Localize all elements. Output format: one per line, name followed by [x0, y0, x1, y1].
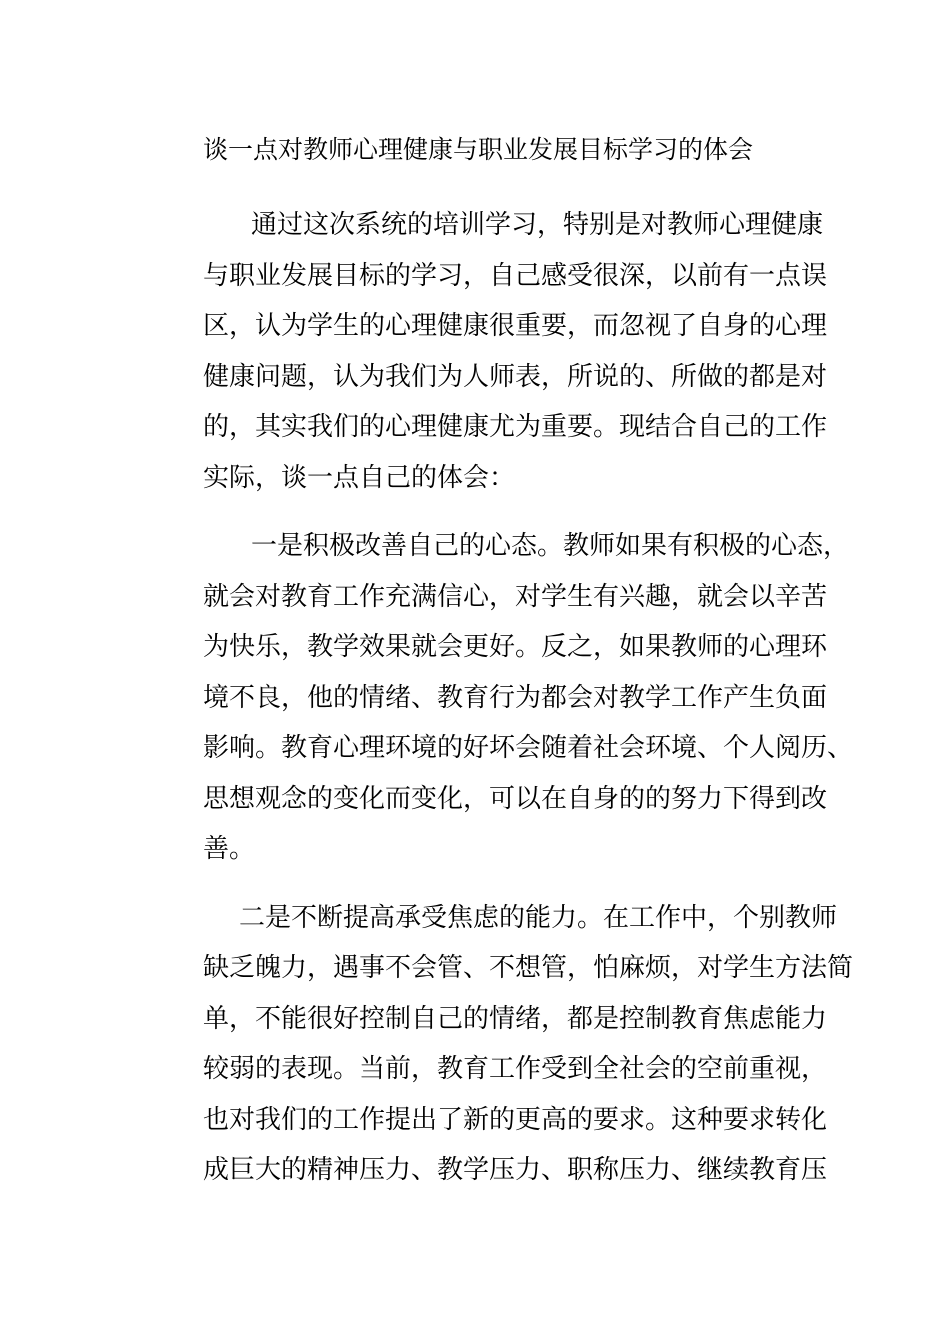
text-line: 区，认为学生的心理健康很重要，而忽视了自身的心理: [203, 311, 828, 341]
text-line: 二是不断提高承受焦虑的能力。在工作中，个别教师: [239, 902, 838, 933]
text-line: 为快乐，教学效果就会更好。反之，如果教师的心理环: [203, 632, 828, 662]
text-line: 善。: [203, 834, 256, 864]
text-line: 与职业发展目标的学习，自己感受很深，以前有一点误: [203, 260, 828, 291]
text-line: 也对我们的工作提出了新的更高的要求。这种要求转化: [203, 1104, 828, 1135]
text-line: 一是积极改善自己的心态。教师如果有积极的心态，: [251, 531, 850, 561]
document-body: [203, 200, 854, 1196]
text-line: 就会对教育工作充满信心，对学生有兴趣，就会以辛苦: [203, 581, 828, 612]
text-line: 缺乏魄力，遇事不会管、不想管，怕麻烦，对学生方法简: [203, 953, 854, 983]
text-line: 的，其实我们的心理健康尤为重要。现结合自己的工作: [203, 412, 828, 442]
text-line: 影响。教育心理环境的好坏会随着社会环境、个人阅历、: [203, 733, 854, 763]
paragraph-point-two: [203, 893, 854, 1196]
text-line: 思想观念的变化而变化，可以在自身的的努力下得到改: [203, 783, 828, 814]
document-title: 谈一点对教师心理健康与职业发展目标学习的体会: [203, 135, 754, 164]
text-line: 实际，谈一点自己的体会：: [203, 462, 516, 493]
text-line: 境不良，他的情绪、教育行为都会对教学工作产生负面: [203, 682, 828, 713]
text-line: 通过这次系统的培训学习，特别是对教师心理健康: [251, 210, 824, 240]
paragraph-intro: [203, 200, 828, 503]
text-line: 健康问题，认为我们为人师表，所说的、所做的都是对: [203, 361, 828, 392]
text-line: 单，不能很好控制自己的情绪，都是控制教育焦虑能力: [203, 1003, 828, 1034]
text-line: 成巨大的精神压力、教学压力、职称压力、继续教育压: [203, 1155, 828, 1185]
text-line: 较弱的表现。当前，教育工作受到全社会的空前重视，: [203, 1054, 828, 1084]
paragraph-point-one: [203, 521, 854, 875]
